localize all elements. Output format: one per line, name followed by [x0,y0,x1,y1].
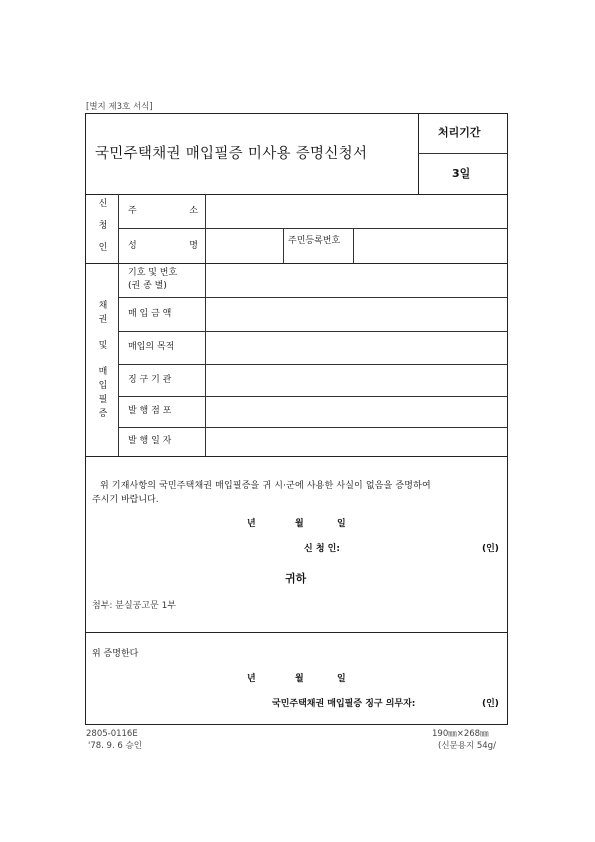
form-code: [별지 제3호 서식] [86,102,153,112]
bond-number-field[interactable] [210,267,502,293]
certification-date-year: 년 [247,674,256,684]
request-body-line2: 주시기 바랍니다. [92,495,159,505]
bond-side-label: 채 권 및 매 입 필 증 [98,301,108,419]
applicant-seal: (인) [482,544,499,554]
request-date-month: 월 [295,519,304,529]
addressee: 귀하 [285,572,307,585]
bond-label-agency: 징 구 기 관 [128,375,172,385]
footer-approval: '78. 9. 6 승인 [88,741,142,751]
obligor-seal: (인) [482,699,499,709]
attachment-note: 첨부: 분실공고문 1부 [92,601,177,611]
bond-issue-date-field[interactable] [210,431,502,452]
certification-text: 위 증명한다 [92,649,139,659]
certification-date-month: 월 [295,674,304,684]
resident-number-field[interactable] [358,234,503,258]
bond-label-purpose: 매입의 목적 [128,342,175,352]
certification-date-day: 일 [337,674,346,684]
processing-label: 처리기간 [438,126,481,139]
address-field[interactable] [210,200,500,222]
footer-size: 190㎜×268㎜ [432,729,489,739]
form-title: 국민주택채권 매입필증 미사용 증명신청서 [95,146,368,162]
bond-amount-field[interactable] [210,301,502,327]
bond-label-branch: 발 행 점 포 [128,406,172,416]
request-date-day: 일 [337,519,346,529]
bond-purpose-field[interactable] [210,335,502,360]
name-field[interactable] [210,234,278,258]
bond-branch-field[interactable] [210,400,502,423]
address-label: 주 소 [128,206,198,216]
name-label: 성 명 [128,241,198,251]
applicant-signature-label: 신 청 인: [304,544,340,554]
request-date-year: 년 [247,519,256,529]
resident-number-label: 주민등록번호 [288,236,341,246]
bond-label-number: 기호 및 번호 [128,268,178,278]
obligor-signature-label: 국민주택채권 매입필증 징구 의무자: [272,699,416,709]
bond-label-amount: 매 입 금 액 [128,309,172,319]
bond-label-kind: (권 종 별) [128,281,167,291]
request-body-line1: 위 기재사항의 국민주택채권 매입필증을 귀 시·군에 사용한 사실이 없음을 증명하여 [100,481,431,491]
applicant-side-label: 신 청 인 [98,199,108,253]
processing-value: 3일 [452,167,471,180]
bond-label-issue-date: 발 행 일 자 [128,436,172,446]
footer-code: 2805-0116E [86,729,138,739]
bond-agency-field[interactable] [210,368,502,392]
footer-paper: (신문용지 54g/ [438,741,496,751]
